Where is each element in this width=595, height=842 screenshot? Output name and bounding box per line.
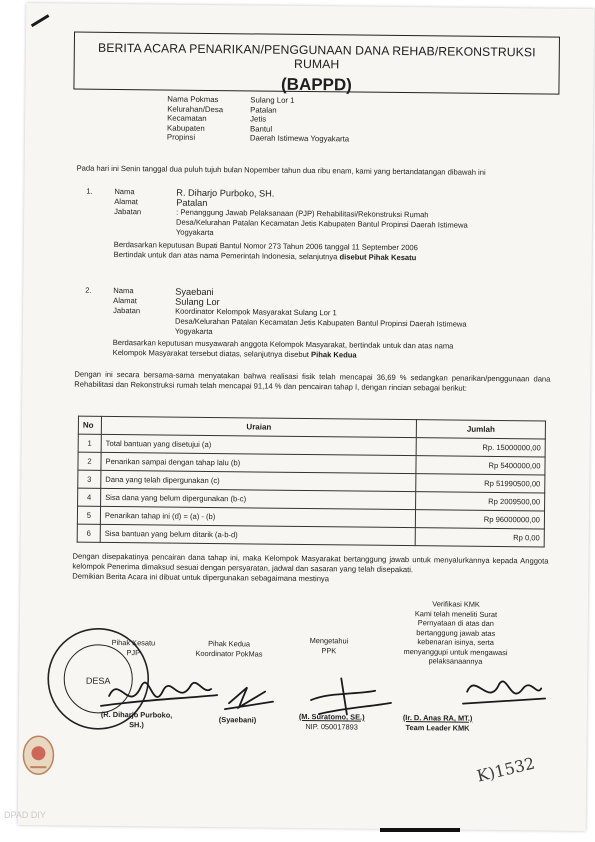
party-position: : Penanggung Jawab Pelaksanaan (PJP) Rehabilitasi/Rekonstruksi Rumah [176,207,429,220]
row-amount: 96000000,00 [495,514,540,525]
signatory-ppk [310,636,349,655]
identity-label: Kecamatan [167,113,207,124]
signatory-role: Pihak Kedua [208,638,251,649]
party-one [86,187,537,265]
signatory-name-ppk [299,712,365,732]
party-position: Yogyakarta [174,326,213,337]
intro-paragraph: Pada hari ini Senin tanggal dua puluh tujuh bulan Nopember tahun dua ribu enam, kami yang bertandatangan dibawah ini [76,163,486,177]
row-desc: Dana yang telah dipergunakan (c) [101,470,416,491]
signatory-nip: NIP. 050017893 [305,721,358,732]
pokmas-identity [167,95,350,145]
signatory-name-kmk [403,713,473,733]
party-position: Desa/Kelurahan Patalan Kecamatan Jetis Kabupaten Bantul Propinsi Daerah Istimewa [175,217,468,230]
verification-line: Pernyataan di atas dan [417,618,494,628]
party-designation: disebut Pihak Kesatu [339,252,417,263]
title-box [73,32,560,95]
row-desc: Sisa bantuan yang belum ditarik (a-b-d) [100,524,415,545]
closing-paragraph [72,552,548,587]
party-name: Syaebani [175,286,214,298]
svg-text:DESA: DESA [85,675,111,686]
identity-value: Bantul [249,124,273,134]
party-basis: Bertindak untuk dan atas nama Pemerintah Indonesia, selanjutnya [113,249,338,262]
identity-value: Daerah Istimewa Yogyakarta [249,133,350,144]
document-page [18,3,595,831]
identity-row [167,133,349,145]
closing-text: Dengan disepakatinya pencairan dana tahap ini, maka Kelompok Masyarakat bertanggung jawab untuk menyalurkannya kepada Anggota kelompok Penerima dimaksud sesuai dengan persyaratan, jadwal dan sasaran yang telah disepakati. [72,551,549,575]
verification-line: bertanggung jawab atas [416,627,496,638]
row-currency: Rp [483,514,494,524]
bottom-bar [380,828,460,832]
signatory-role: Koordinator PokMas [195,648,263,659]
party-position: Yogyakarta [175,227,214,238]
identity-value: Jetis [250,114,267,124]
verification-line: Kami telah meneliti Surat [414,608,498,619]
row-currency: Rp [488,496,498,507]
verification-line: menyanggupi untuk mengawasi [403,646,508,657]
address-label: Alamat [114,196,138,207]
row-desc: Penarikan tahap ini (d) = (a) - (b) [100,506,415,527]
party-basis: Kelompok Masyarakat tersebut diatas, selanjutnya disebut [112,347,309,360]
row-no: 3 [78,470,101,488]
row-amount: 5400000,00 [500,461,541,471]
signatory-name: (M. Suratomo, SE.) [298,711,365,722]
row-desc: Sisa dana yang belum dipergunakan (b-c) [101,488,416,509]
party-position: Koordinator Kelompok Masyarakat Sulang Lor 1 [175,306,337,318]
row-no: 4 [78,488,101,506]
signatory-name-pokmas: (Syaebani) [218,715,257,725]
signatory-role: PPK [321,645,337,655]
identity-value: Patalan [250,104,277,115]
watermark: DPAD DIY [4,810,46,820]
funds-table [77,416,546,548]
signatory-role: Team Leader KMK [405,722,470,733]
party-address: Sulang Lor [175,296,220,308]
row-currency: Rp [488,460,499,471]
row-no: 5 [77,506,100,524]
document-code: (BAPPD) [280,74,353,95]
row-no: 1 [78,434,101,452]
signatory-name: (Ir. D. Anas RA, MT.) [402,713,473,723]
identity-value: Sulang Lor 1 [250,95,295,105]
party-number: 1. [86,186,93,196]
signatory-name: SH.) [129,719,144,729]
party-address: Patalan [176,197,208,208]
identity-label: Kabupaten [166,123,205,133]
signatory-role: Pihak Kesatu [111,637,156,648]
party-designation: Pihak Kedua [311,350,357,360]
row-desc: Total bantuan yang disetujui (a) [101,434,416,455]
address-label: Alamat [113,295,137,306]
handwritten-reference-number: K)1532 [474,753,537,786]
row-amount: 0,00 [524,533,540,543]
row-amount: 15000000,00 [496,442,541,453]
identity-label: Propinsi [166,132,196,143]
identity-label: Nama Pokmas [167,94,219,105]
document-title: BERITA ACARA PENARIKAN/PENGGUNAAN DANA REHAB/REKONSTRUKSI RUMAH [98,40,536,72]
party-basis: Berdasarkan keputusan musyawarah anggota Kelompok Masyarakat, bertindak untuk dan atas nama [112,337,454,351]
column-header-uraian: Uraian [101,416,416,437]
row-no: 2 [78,452,101,470]
row-currency: Rp [513,533,523,543]
row-amount: 51990500,00 [495,478,541,489]
column-header-no: No [78,416,101,434]
closing-text: Demikian Berita Acara ini dibuat untuk dipergunakan sebagaimana mestinya [72,571,330,584]
position-label: Jabatan [114,206,142,217]
verification-line: pelaksanaannya [428,656,483,666]
row-amount: 2009500,00 [499,497,541,507]
row-currency: Rp [484,478,494,488]
party-basis: Berdasarkan keputusan Bupati Bantul Nomor 273 Tahun 2006 tanggal 11 September 2006 [113,239,418,253]
party-name: R. Diharjo Purboko, SH. [176,187,275,199]
statement-paragraph: Dengan ini secara bersama-sama menyatakan bahwa realisasi fisik telah mencapai 36,69 % sedangkan penarikan/penggunaan dana Rehabilitasi dan Rekonstruksi rumah telah mencapai 91,14 % dan pencairan tahap I, dengan rincian sebagai berikut: [74,369,551,393]
identity-label: Kelurahan/Desa [167,104,224,114]
party-two [85,286,536,363]
verification-line: kebenaran isinya, serta [417,637,494,647]
verification-title: Verifikasi KMK [432,599,480,609]
party-position: Desa/Kelurahan Patalan Kecamatan Jetis Kabupaten Bantul Propinsi Daerah Istimewa [174,316,467,329]
regional-emblem-icon [20,733,56,777]
signatory-name: (R. Diharjo Purboko, [100,709,173,720]
pen-mark [31,14,50,27]
row-no: 6 [77,524,100,542]
name-label: Nama [114,186,135,197]
table-row [77,524,544,547]
party-number: 2. [85,285,92,295]
signatory-role: Mengetahui [309,636,349,646]
column-header-jumlah: Jumlah [416,420,545,439]
name-label: Nama [113,285,134,296]
row-currency: Rp. [482,442,495,452]
signatory-name-pjp [101,710,173,730]
row-desc: Penarikan sampai dengan tahap lalu (b) [101,452,416,473]
signatory-role: PJP [126,647,141,657]
position-label: Jabatan [113,305,141,316]
